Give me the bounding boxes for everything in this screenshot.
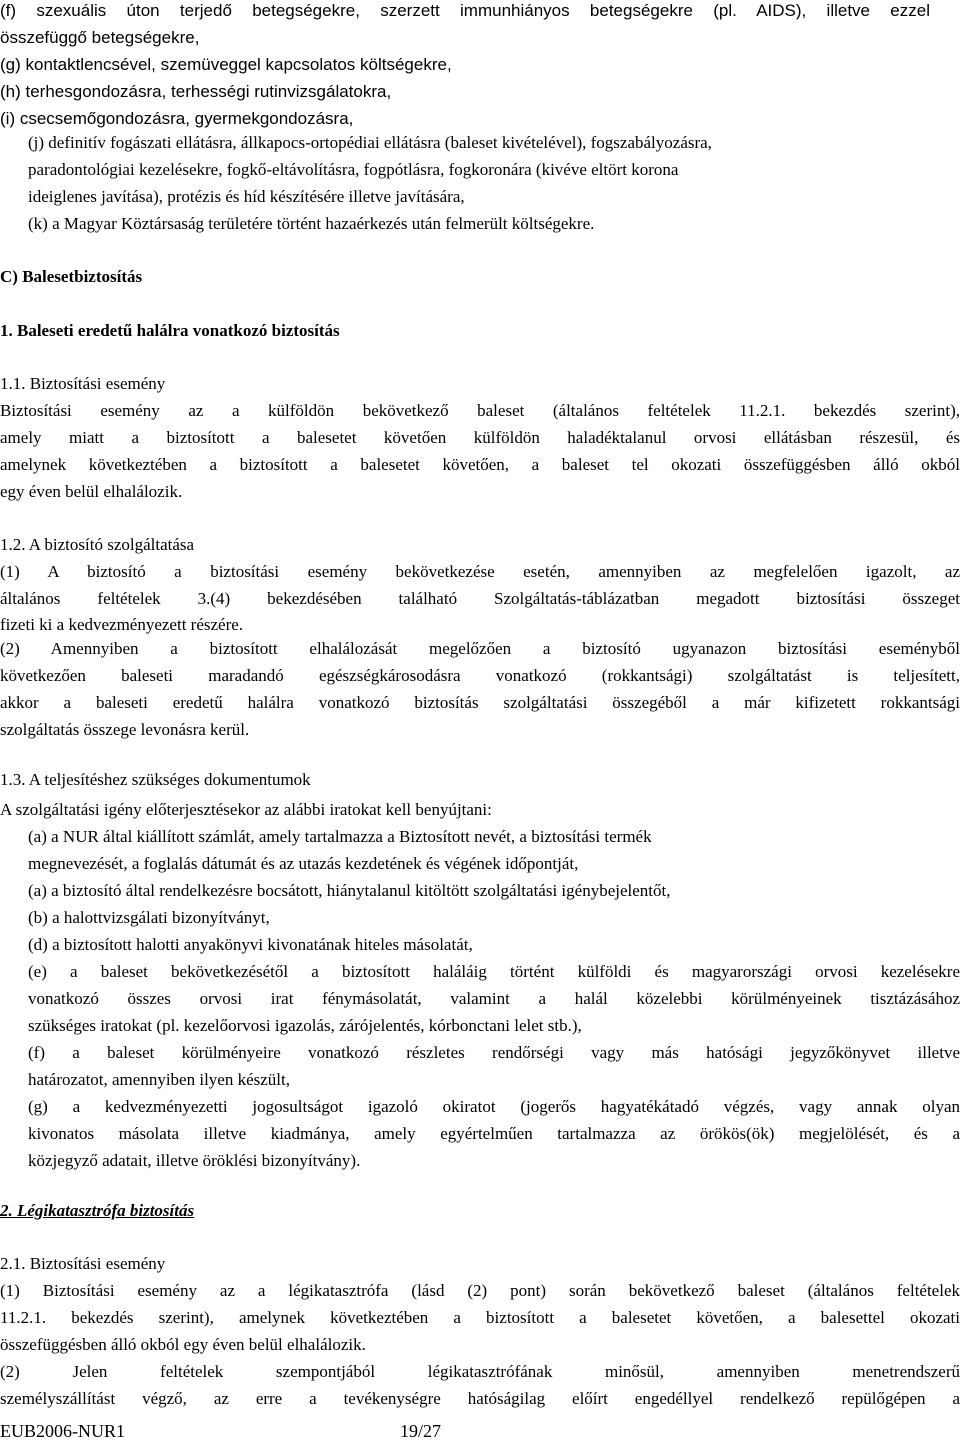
list-item: kivonatos másolata illetve kiadmánya, amely egyértelműen tartalmazza az örökös(ök) megjelölését, és a — [28, 1124, 960, 1143]
list-item: (d) a biztosított halotti anyakönyvi kivonatának hiteles másolatát, — [28, 935, 473, 954]
paragraph-line: 11.2.1. bekezdés szerint), amelynek következtében a biztosított a balesetet követően, a balesettel okozati — [0, 1308, 960, 1327]
list-item: (a) a NUR által kiállított számlát, amely tartalmazza a Biztosított nevét, a biztosítási termék — [28, 827, 652, 846]
paragraph-line: amely miatt a biztosított a balesetet követően külföldön haladéktalanul orvosi ellátásban részesül, és — [0, 428, 960, 447]
paragraph-line: összefüggésben álló okból egy éven belül elhalálozik. — [0, 1335, 366, 1354]
subsection-heading: 1.3. A teljesítéshez szükséges dokumentumok — [0, 770, 311, 789]
list-item: határozatot, amennyiben ilyen készült, — [28, 1070, 290, 1089]
text-line: (g) kontaktlencsével, szemüveggel kapcsolatos költségekre, — [0, 55, 452, 74]
paragraph-line: személyszállítást végző, az erre a tevékenységre hatóságilag előírt engedéllyel rendelkező repülőgépen a — [0, 1389, 960, 1408]
text-line: (j) definitív fogászati ellátásra, állkapocs-ortopédiai ellátásra (baleset kivételével), fogszabályozásra, — [28, 133, 712, 152]
paragraph-line: Biztosítási esemény az a külföldön bekövetkező baleset (általános feltételek 11.2.1. bekezdés szerint), — [0, 401, 960, 420]
list-item: (g) a kedvezményezetti jogosultságot igazoló okiratot (jogerős hagyatékátadó végzés, vagy annak olyan — [28, 1097, 960, 1116]
paragraph-line: következően baleseti maradandó egészségkárosodásra vonatkozó (rokkantsági) szolgáltatást is teljesített, — [0, 666, 960, 685]
subsection-heading: 1.1. Biztosítási esemény — [0, 374, 166, 393]
paragraph-line: szolgáltatás összege levonásra kerül. — [0, 720, 250, 739]
list-item: (e) a baleset bekövetkezésétől a biztosított haláláig történt külföldi és magyarországi orvosi kezelésekre — [28, 962, 960, 981]
list-item: (b) a halottvizsgálati bizonyítványt, — [28, 908, 270, 927]
text-line: (i) csecsemőgondozásra, gyermekgondozásra, — [0, 109, 354, 128]
text-line: (k) a Magyar Köztársaság területére történt hazaérkezés után felmerült költségekre. — [28, 214, 595, 233]
paragraph-line: fizeti ki a kedvezményezett részére. — [0, 615, 244, 634]
footer-doc-id: EUB2006-NUR1 — [0, 1421, 125, 1441]
paragraph-line: A szolgáltatási igény előterjesztésekor az alábbi iratokat kell benyújtani: — [0, 800, 492, 819]
paragraph-line: (2) Amennyiben a biztosított elhalálozását megelőzően a biztosító ugyanazon biztosítási eseményből — [0, 639, 960, 658]
paragraph-line: (1) A biztosító a biztosítási esemény bekövetkezése esetén, amennyiben az megfelelően igazolt, az — [0, 562, 960, 581]
paragraph-line: amelynek következtében a biztosított a balesetet követően, a baleset tel okozati összefüggésben álló okból — [0, 455, 960, 474]
text-line: ideiglenes javítása), protézis és híd készítésére illetve javítására, — [28, 187, 465, 206]
list-item: közjegyző adatait, illetve öröklési bizonyítvány). — [28, 1151, 361, 1170]
section-heading: C) Balesetbiztosítás — [0, 267, 143, 286]
list-item: szükséges iratokat (pl. kezelőorvosi igazolás, zárójelentés, kórbonctani lelet stb.), — [28, 1016, 582, 1035]
section-heading: 2. Légikatasztrófa biztosítás — [0, 1201, 195, 1220]
paragraph-line: (1) Biztosítási esemény az a légikatasztrófa (lásd (2) pont) során bekövetkező baleset (általános feltételek — [0, 1281, 960, 1300]
paragraph-line: (2) Jelen feltételek szempontjából légikatasztrófának minősül, amennyiben menetrendszerű — [0, 1362, 960, 1381]
list-item: (a) a biztosító által rendelkezésre bocsátott, hiánytalanul kitöltött szolgáltatási igénybejelentőt, — [28, 881, 671, 900]
footer-page-number: 19/27 — [400, 1421, 442, 1441]
list-item: megnevezését, a foglalás dátumát és az utazás kezdetének és végének időpontját, — [28, 854, 579, 873]
text-line: (f) szexuális úton terjedő betegségekre, szerzett immunhiányos betegségekre (pl. AIDS), illetve ezzel — [0, 1, 930, 20]
paragraph-line: egy éven belül elhalálozik. — [0, 482, 183, 501]
section-heading: 1. Baleseti eredetű halálra vonatkozó biztosítás — [0, 321, 340, 340]
text-line: paradontológiai kezelésekre, fogkő-eltávolításra, fogpótlásra, fogkoronára (kivéve eltört korona — [28, 160, 679, 179]
paragraph-line: akkor a baleseti eredetű halálra vonatkozó biztosítás szolgáltatási összegéből a már kifizetett rokkantsági — [0, 693, 960, 712]
list-item: (f) a baleset körülményeire vonatkozó részletes rendőrségi vagy más hatósági jegyzőkönyvet illetve — [28, 1043, 960, 1062]
subsection-heading: 2.1. Biztosítási esemény — [0, 1254, 166, 1273]
paragraph-line: általános feltételek 3.(4) bekezdésében található Szolgáltatás-táblázatban megadott biztosítási összeget — [0, 589, 960, 608]
subsection-heading: 1.2. A biztosító szolgáltatása — [0, 535, 195, 554]
text-line: (h) terhesgondozásra, terhességi rutinvizsgálatokra, — [0, 82, 392, 101]
list-item: vonatkozó összes orvosi irat fénymásolatát, valamint a halál közelebbi körülményeinek tisztázásához — [28, 989, 960, 1008]
text-line: összefüggő betegségekre, — [0, 28, 200, 47]
